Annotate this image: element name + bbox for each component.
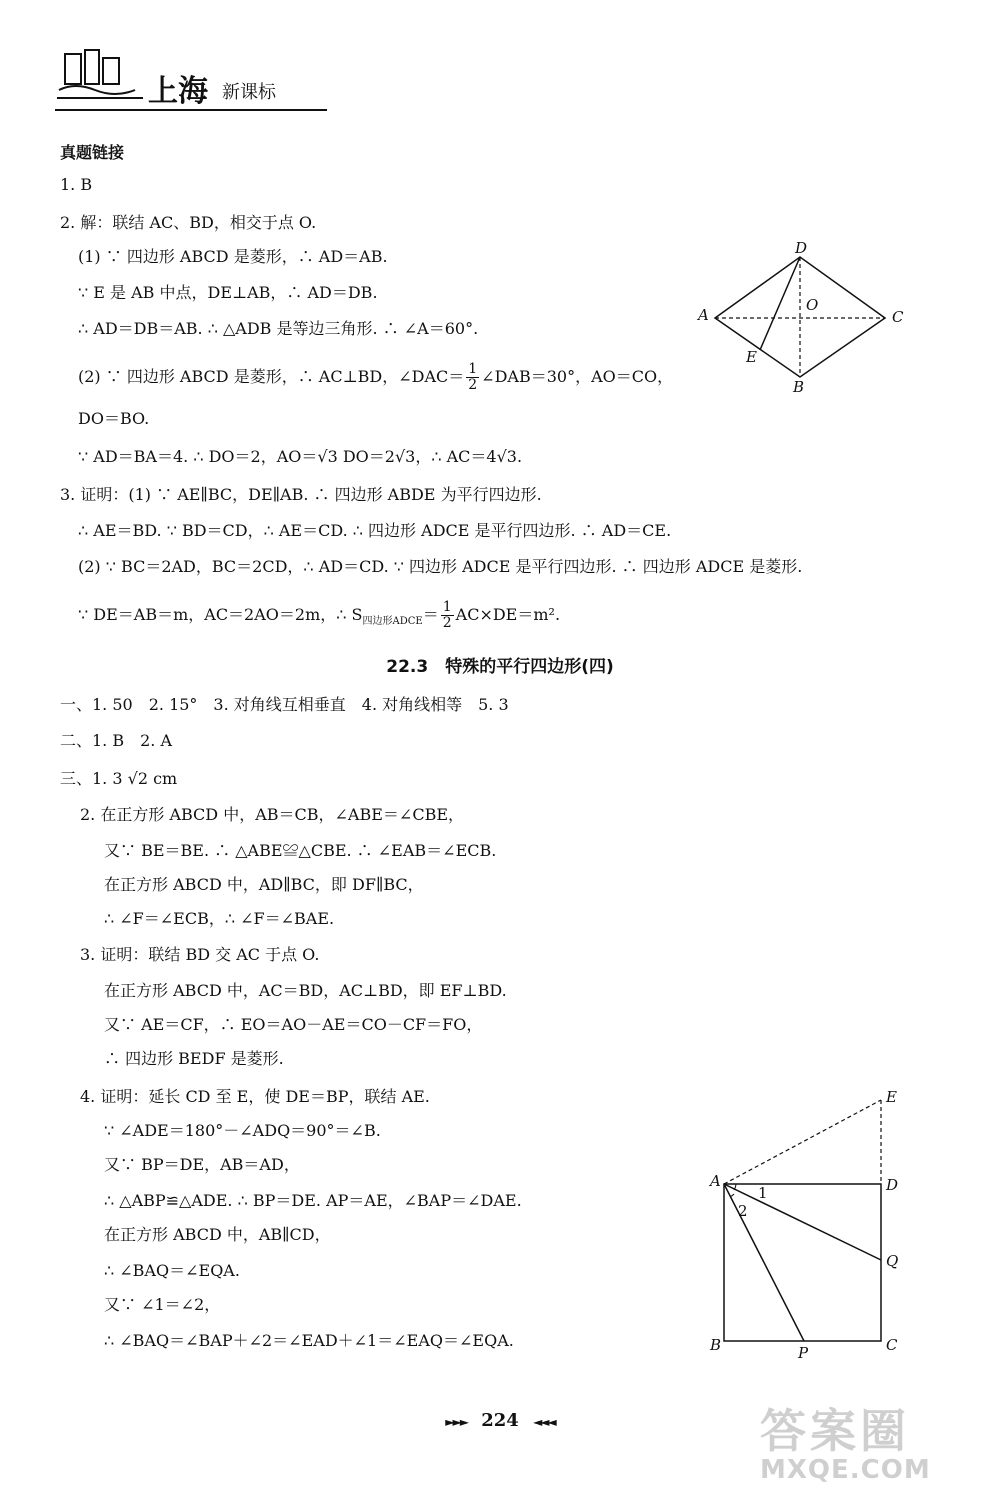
section-title: 真题链接 — [60, 143, 125, 162]
segment-ae — [724, 1100, 881, 1184]
square-figure — [700, 1080, 920, 1365]
answer-line: ∴ ∠F＝∠ECB，∴ ∠F＝∠BAE. — [104, 909, 335, 928]
answer-line: 三、1. 3 √2 cm — [60, 769, 178, 788]
answer-line: 又∵ BP＝DE，AB＝AD， — [104, 1155, 300, 1174]
header-subtitle: 新课标 — [222, 82, 276, 103]
label-a: A — [710, 1172, 721, 1190]
answer-line: ∴ AE＝BD. ∵ BD＝CD，∴ AE＝CD. ∴ 四边形 ADCE 是平行四边形. ∴ AD＝CE. — [78, 521, 672, 540]
answer-part: AC×DE＝m². — [455, 605, 561, 624]
label-c: C — [886, 1336, 898, 1354]
answer-line: 二、1. B 2. A — [60, 731, 173, 750]
header-title: 上海 — [148, 74, 208, 109]
arrow-right-icon: ►►► — [445, 1415, 467, 1429]
answer-line: ∴ 四边形 BEDF 是菱形. — [104, 1049, 284, 1068]
fraction-denominator: 2 — [442, 615, 452, 631]
fraction — [466, 362, 479, 393]
answer-line: 1. B — [60, 175, 93, 194]
answer-line: 3. 证明：联结 BD 交 AC 于点 O. — [80, 945, 320, 964]
label-angle-2: 2 — [738, 1202, 748, 1220]
page-number: 224 — [481, 1410, 519, 1431]
answer-line: ∴ AD＝DB＝AB. ∴ △ADB 是等边三角形. ∴ ∠A＝60°. — [78, 319, 479, 338]
label-e: E — [886, 1088, 897, 1106]
answer-line: ∴ ∠BAQ＝∠BAP＋∠2＝∠EAD＋∠1＝∠EAQ＝∠EQA. — [104, 1331, 514, 1350]
label-b: B — [793, 378, 805, 396]
answer-line: ∵ AD＝BA＝4. ∴ DO＝2，AO＝√3 DO＝2√3，∴ AC＝4√3. — [78, 447, 523, 466]
answer-line: ∴ ∠BAQ＝∠EQA. — [104, 1261, 240, 1280]
segment-aq — [724, 1184, 881, 1260]
fraction-numerator: 1 — [468, 361, 478, 377]
answer-part: ∠DAB＝30°，AO＝CO， — [481, 367, 674, 386]
chapter-title: 22.3 特殊的平行四边形(四) — [386, 657, 614, 677]
fraction-numerator: 1 — [442, 599, 452, 615]
fraction — [441, 600, 454, 631]
square-abcd — [724, 1184, 881, 1341]
answer-line: 又∵ ∠1＝∠2， — [104, 1295, 221, 1314]
book-stack-icon — [55, 48, 150, 112]
answer-line: (1) ∵ 四边形 ABCD 是菱形，∴ AD＝AB. — [78, 247, 388, 266]
watermark — [760, 1395, 931, 1485]
answer-line — [78, 600, 560, 633]
answer-line: 一、1. 50 2. 15° 3. 对角线互相垂直 4. 对角线相等 5. 3 — [60, 695, 509, 714]
fraction-denominator: 2 — [468, 377, 478, 393]
answer-part: ＝ — [422, 605, 439, 624]
watermark-line2: MXQE.COM — [760, 1455, 931, 1485]
label-o: O — [806, 296, 819, 314]
answer-line: ∵ E 是 AB 中点，DE⊥AB，∴ AD＝DB. — [78, 283, 378, 302]
answer-line: ∵ ∠ADE＝180°－∠ADQ＝90°＝∠B. — [104, 1121, 381, 1140]
label-q: Q — [886, 1252, 899, 1270]
answer-line: 4. 证明：延长 CD 至 E，使 DE＝BP，联结 AE. — [80, 1087, 430, 1106]
answer-line: (2) ∵ BC＝2AD，BC＝2CD，∴ AD＝CD. ∵ 四边形 ADCE 是平行四边形. ∴ 四边形 ADCE 是菱形. — [78, 557, 803, 576]
label-d: D — [886, 1176, 899, 1194]
label-b: B — [710, 1336, 722, 1354]
label-angle-1: 1 — [758, 1184, 768, 1202]
rhombus-figure — [690, 240, 920, 400]
label-a: A — [698, 306, 709, 324]
subscript: 四边形ADCE — [362, 616, 423, 628]
answer-line: 3. 证明：(1) ∵ AE∥BC，DE∥AB. ∴ 四边形 ABDE 为平行四边形. — [60, 485, 542, 504]
segment-ap — [724, 1184, 804, 1341]
label-e: E — [746, 348, 757, 366]
label-c: C — [892, 308, 904, 326]
answer-part: (2) ∵ 四边形 ABCD 是菱形，∴ AC⊥BD，∠DAC＝ — [78, 367, 465, 386]
answer-line: 又∵ AE＝CF，∴ EO＝AO－AE＝CO－CF＝FO， — [104, 1015, 483, 1034]
answer-line: 在正方形 ABCD 中，AD∥BC，即 DF∥BC， — [104, 875, 424, 894]
answer-line: 在正方形 ABCD 中，AB∥CD， — [104, 1225, 331, 1244]
answer-line: 2. 在正方形 ABCD 中，AB＝CB，∠ABE＝∠CBE， — [80, 805, 465, 824]
answer-part: ∵ DE＝AB＝m，AC＝2AO＝2m，∴ S — [78, 605, 363, 624]
answer-line: 又∵ BE＝BE. ∴ △ABE≌△CBE. ∴ ∠EAB＝∠ECB. — [104, 841, 497, 860]
label-p: P — [798, 1344, 809, 1362]
answer-line: 2. 解：联结 AC、BD，相交于点 O. — [60, 213, 317, 232]
answer-line: 在正方形 ABCD 中，AC＝BD，AC⊥BD，即 EF⊥BD. — [104, 981, 507, 1000]
answer-line: DO＝BO. — [78, 409, 150, 428]
label-d: D — [795, 240, 808, 257]
watermark-line1: 答案圈 — [760, 1404, 910, 1458]
header-rule — [55, 109, 327, 111]
arrow-left-icon: ◄◄◄ — [533, 1415, 555, 1429]
answer-line: ∴ △ABP≌△ADE. ∴ BP＝DE. AP＝AE，∠BAP＝∠DAE. — [104, 1191, 522, 1210]
answer-line — [78, 362, 673, 393]
